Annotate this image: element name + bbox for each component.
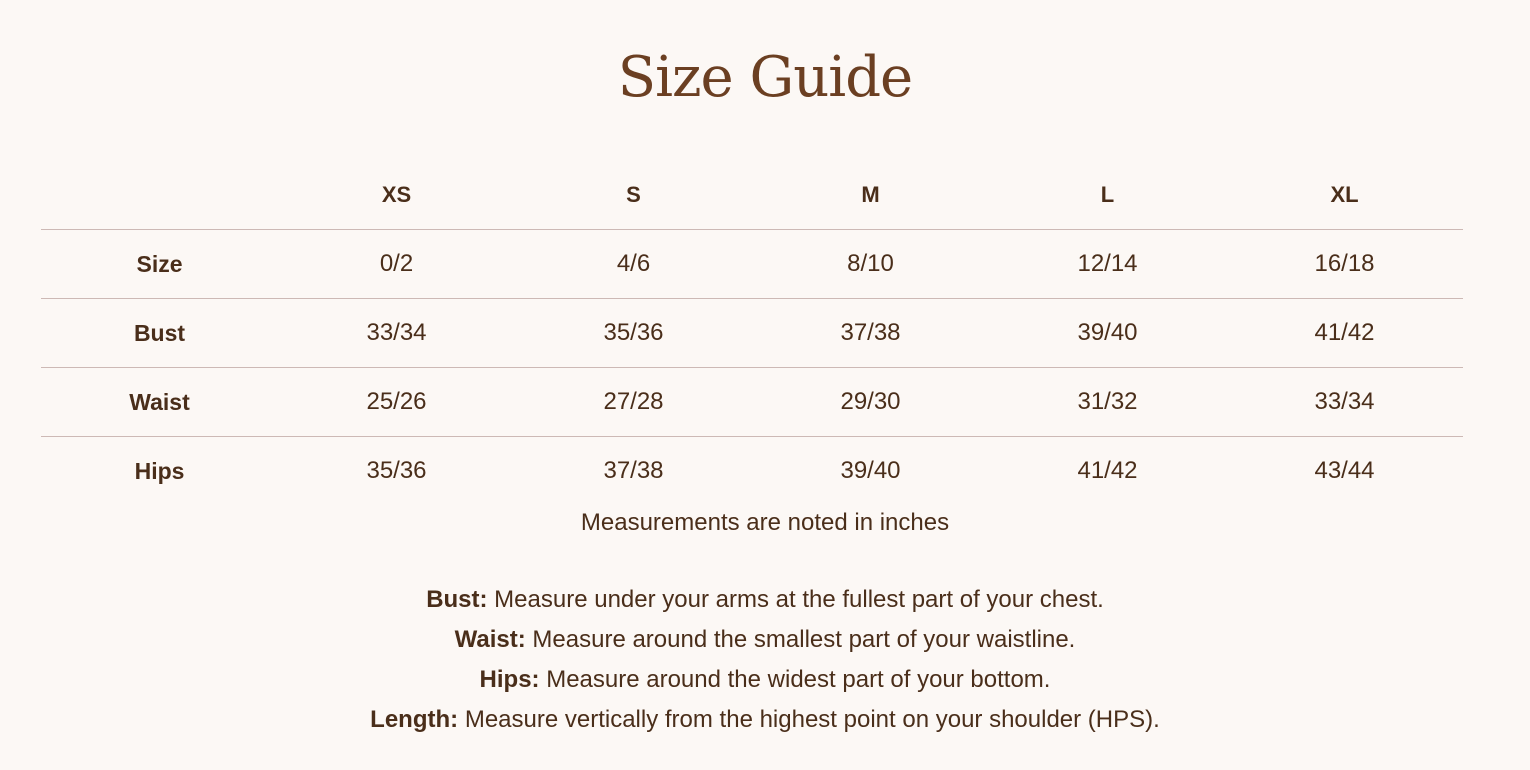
table-cell: 37/38 (840, 319, 901, 346)
table-cell: 31/32 (1077, 388, 1138, 415)
table-cell: 39/40 (1077, 319, 1138, 346)
table-cell: 41/42 (1077, 457, 1138, 484)
row-label: Waist (129, 388, 190, 415)
table-cell: 33/34 (366, 319, 427, 346)
header-cell-m: M (861, 181, 880, 207)
instruction-bust (0, 580, 1530, 620)
table-cell: 35/36 (366, 457, 427, 484)
row-label: Size (136, 250, 183, 277)
table-cell: 16/18 (1314, 250, 1375, 277)
measurement-note: Measurements are noted in inches (580, 509, 950, 536)
table-cell: 0/2 (379, 250, 414, 277)
measurement-instructions (0, 580, 1530, 740)
table-cell: 37/38 (603, 457, 664, 484)
header-cell-s: S (626, 181, 641, 207)
instruction-text: Measure vertically from the highest point on your shoulder (HPS). (458, 706, 1160, 733)
table-cell: 39/40 (840, 457, 901, 484)
header-cell-l: L (1100, 181, 1115, 207)
instruction-term: Bust: (426, 586, 488, 613)
table-row-size (41, 230, 1463, 299)
table-cell: 43/44 (1314, 457, 1375, 484)
table-cell: 41/42 (1314, 319, 1375, 346)
table-cell: 29/30 (840, 388, 901, 415)
table-cell: 8/10 (847, 250, 894, 277)
instruction-term: Hips: (479, 666, 540, 693)
size-table (41, 160, 1463, 505)
table-row-hips (41, 437, 1463, 505)
table-cell: 25/26 (366, 388, 427, 415)
table-cell: 33/34 (1314, 388, 1375, 415)
page-title: Size Guide (617, 45, 913, 110)
instruction-text: Measure under your arms at the fullest part of your chest. (487, 586, 1104, 613)
instruction-hips (0, 660, 1530, 700)
instruction-text: Measure around the widest part of your bottom. (539, 666, 1051, 693)
instruction-length (0, 700, 1530, 740)
table-cell: 35/36 (603, 319, 664, 346)
header-cell-xl: XL (1330, 181, 1359, 207)
header-cell-xs: XS (381, 181, 412, 207)
row-label: Hips (134, 457, 185, 484)
row-label: Bust (133, 319, 186, 346)
instruction-text: Measure around the smallest part of your waistline. (525, 626, 1076, 653)
instruction-waist (0, 620, 1530, 660)
instruction-term: Length: (370, 706, 459, 733)
table-cell: 27/28 (603, 388, 664, 415)
table-row-bust (41, 299, 1463, 368)
table-header-row (41, 160, 1463, 230)
table-cell: 4/6 (616, 250, 651, 277)
table-row-waist (41, 368, 1463, 437)
table-cell: 12/14 (1077, 250, 1138, 277)
instruction-term: Waist: (454, 626, 526, 653)
